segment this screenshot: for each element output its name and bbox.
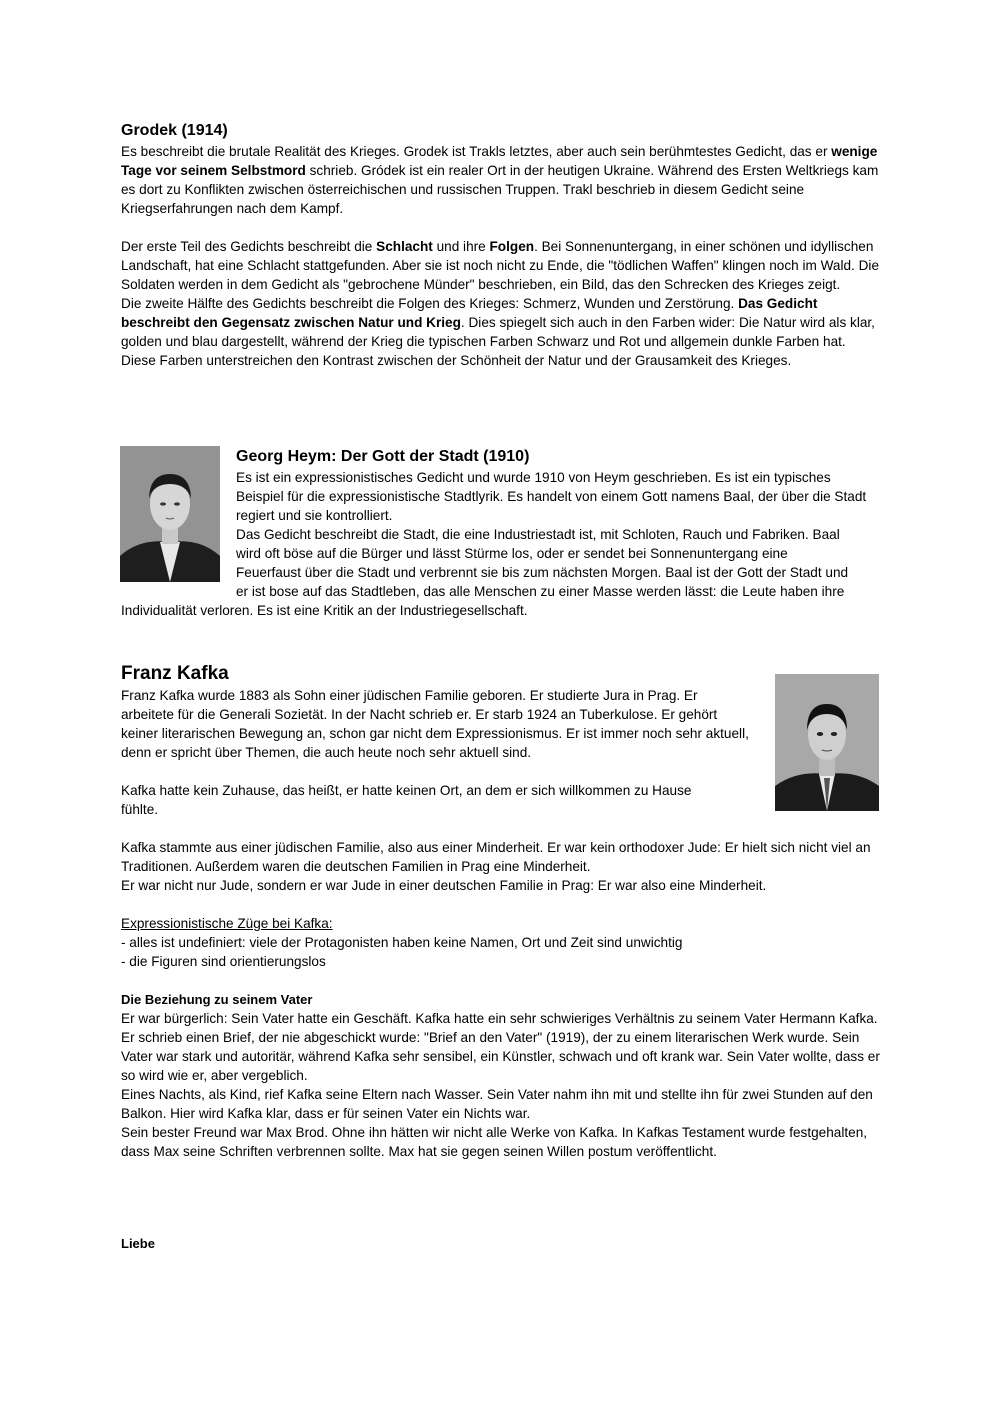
bold-text: Das Gedicht beschreibt den Gegensatz zwischen Natur und Krieg	[121, 296, 818, 330]
kafka-father-paragraph-3: Sein bester Freund war Max Brod. Ohne ihn hätten wir nicht alle Werke von Kafka. In Kafkas Testament wurde festgehalten, dass Max seine Schriften verbrennen sollte. Max hat sie gegen seinen Willen postum veröffentlicht.	[121, 1125, 868, 1159]
kafka-paragraph-4: Er war nicht nur Jude, sondern er war Jude in einer deutschen Familie in Prag: Er war also eine Minderheit.	[121, 878, 767, 893]
text: schrieb. Gródek ist ein realer Ort in der heutigen Ukraine. Während des Ersten Weltkriegs kam es dort zu Konflikten zwischen österreichischen und russischen Truppen. Trakl beschrieb in diesem Gedicht seine Kriegserfahrungen nach dem Kampf.	[121, 163, 879, 216]
heym-line-3: Feuerfaust über die Stadt und verbrennt sie bis zum nächsten Morgen. Baal ist der Gott der Stadt und	[236, 565, 849, 580]
kafka-father-paragraph-1: Er war bürgerlich: Sein Vater hatte ein Geschäft. Kafka hatte ein sehr schwieriges Verhältnis zu seinem Vater Hermann Kafka. Er schrieb einen Brief, der nie abgeschickt wurde: "Brief an den Vater" (1919), der zu einem literarischen Werk wurde. Sein Vater war stark und autoritär, während Kafka sehr sensibel, ein Künstler, schwach und oft krank war. Sein Vater wollte, dass er so wird wie er, aber vergeblich.	[121, 1011, 880, 1083]
kafka-paragraph-2: Kafka hatte kein Zuhause, das heißt, er hatte keinen Ort, an dem er sich willkommen zu Hause fühlte.	[121, 783, 692, 817]
heym-line-4: er ist bose auf das Stadtleben, das alle Menschen zu einer Masse werden lässt: die Leute haben ihre	[236, 584, 845, 599]
kafka-paragraph-1: Franz Kafka wurde 1883 als Sohn einer jüdischen Familie geboren. Er studierte Jura in Prag. Er arbeitete für die Generali Sozietät. In der Nacht schrieb er. Er starb 1924 an Tuberkulose. Er gehört keiner literarischen Bewegung an, schon gar nicht dem Expressionismus. Er ist immer noch sehr aktuell, denn er spricht über Themen, die auch heute noch sehr aktuell sind.	[121, 688, 749, 760]
liebe-heading: Liebe	[121, 1236, 155, 1251]
bold-text: Schlacht	[376, 239, 433, 254]
franz-kafka-portrait	[775, 674, 879, 811]
grodek-section	[121, 120, 881, 370]
heym-line-1: Das Gedicht beschreibt die Stadt, die eine Industriestadt ist, mit Schloten, Rauch und Fabriken. Baal	[236, 527, 840, 542]
kafka-intro	[121, 662, 761, 819]
text: . Bei Sonnenuntergang, in einer schönen und idyllischen Landschaft, hat eine Schlacht stattgefunden. Aber sie ist noch nicht zu Ende, die "tödlichen Waffen" klingen noch im Wald. Die Soldaten werden in dem Gedicht als "gebrochene Münder" beschrieben, ein Bild, das den Schrecken des Krieges zeigt.	[121, 239, 880, 292]
text: Der erste Teil des Gedichts beschreibt die	[121, 239, 377, 254]
grodek-title: Grodek (1914)	[121, 122, 228, 139]
heym-line-2: wird oft böse auf die Bürger und lässt Stürme los, oder er sendet bei Sonnenuntergang eine	[236, 546, 788, 561]
kafka-trait-1: - alles ist undefiniert: viele der Protagonisten haben keine Namen, Ort und Zeit sind unwichtig	[121, 935, 683, 950]
text: Die zweite Hälfte des Gedichts beschreibt die Folgen des Krieges: Schmerz, Wunden und Zerstörung.	[121, 296, 739, 311]
text: Es beschreibt die brutale Realität des Krieges. Grodek ist Trakls letztes, aber auch sein berühmtestes Gedicht, das er	[121, 144, 832, 159]
kafka-trait-2: - die Figuren sind orientierungslos	[121, 954, 326, 969]
heym-section	[236, 446, 881, 601]
grodek-paragraph-2	[121, 237, 881, 294]
bold-text: wenige Tage vor seinem Selbstmord	[121, 144, 878, 178]
grodek-paragraph-1	[121, 142, 881, 218]
kafka-father-paragraph-2: Eines Nachts, als Kind, rief Kafka seine Eltern nach Wasser. Sein Vater nahm ihn mit und stellte ihn für zwei Stunden auf den Balkon. Hier wird Kafka klar, dass er für seinen Vater ein Nichts war.	[121, 1087, 873, 1121]
kafka-paragraph-3: Kafka stammte aus einer jüdischen Familie, also aus einer Minderheit. Er war kein orthodoxer Jude: Er hielt sich nicht viel an Traditionen. Außerdem waren die deutschen Familien in Prag eine Minderheit.	[121, 840, 871, 874]
text: und ihre	[432, 239, 490, 254]
heym-paragraph-1: Es ist ein expressionistisches Gedicht und wurde 1910 von Heym geschrieben. Es ist ein typisches Beispiel für die expressionistische Stadtlyrik. Es handelt von einem Gott namens Baal, der über die Stadt regiert und sie kontrolliert.	[236, 470, 867, 523]
text: . Dies spiegelt sich auch in den Farben wider: Die Natur wird als klar, golden und blau dargestellt, während der Krieg die typischen Farben Schwarz und Rot und allgemein dunkle Farben hat. Diese Farben unterstreichen den Kontrast zwischen der Schönheit der Natur und der Grausamkeit des Krieges.	[121, 315, 875, 368]
heym-title: Georg Heym: Der Gott der Stadt (1910)	[236, 448, 530, 465]
bold-text: Folgen	[489, 239, 535, 254]
georg-heym-portrait	[120, 446, 220, 582]
kafka-title: Franz Kafka	[121, 663, 229, 684]
grodek-paragraph-3	[121, 294, 881, 370]
kafka-traits-heading: Expressionistische Züge bei Kafka:	[121, 916, 333, 931]
kafka-father-heading: Die Beziehung zu seinem Vater	[121, 992, 313, 1007]
heym-paragraph-end: Individualität verloren. Es ist eine Kritik an der Industriegesellschaft.	[121, 603, 528, 618]
kafka-body	[121, 838, 881, 1161]
heym-paragraph-2	[236, 525, 881, 601]
